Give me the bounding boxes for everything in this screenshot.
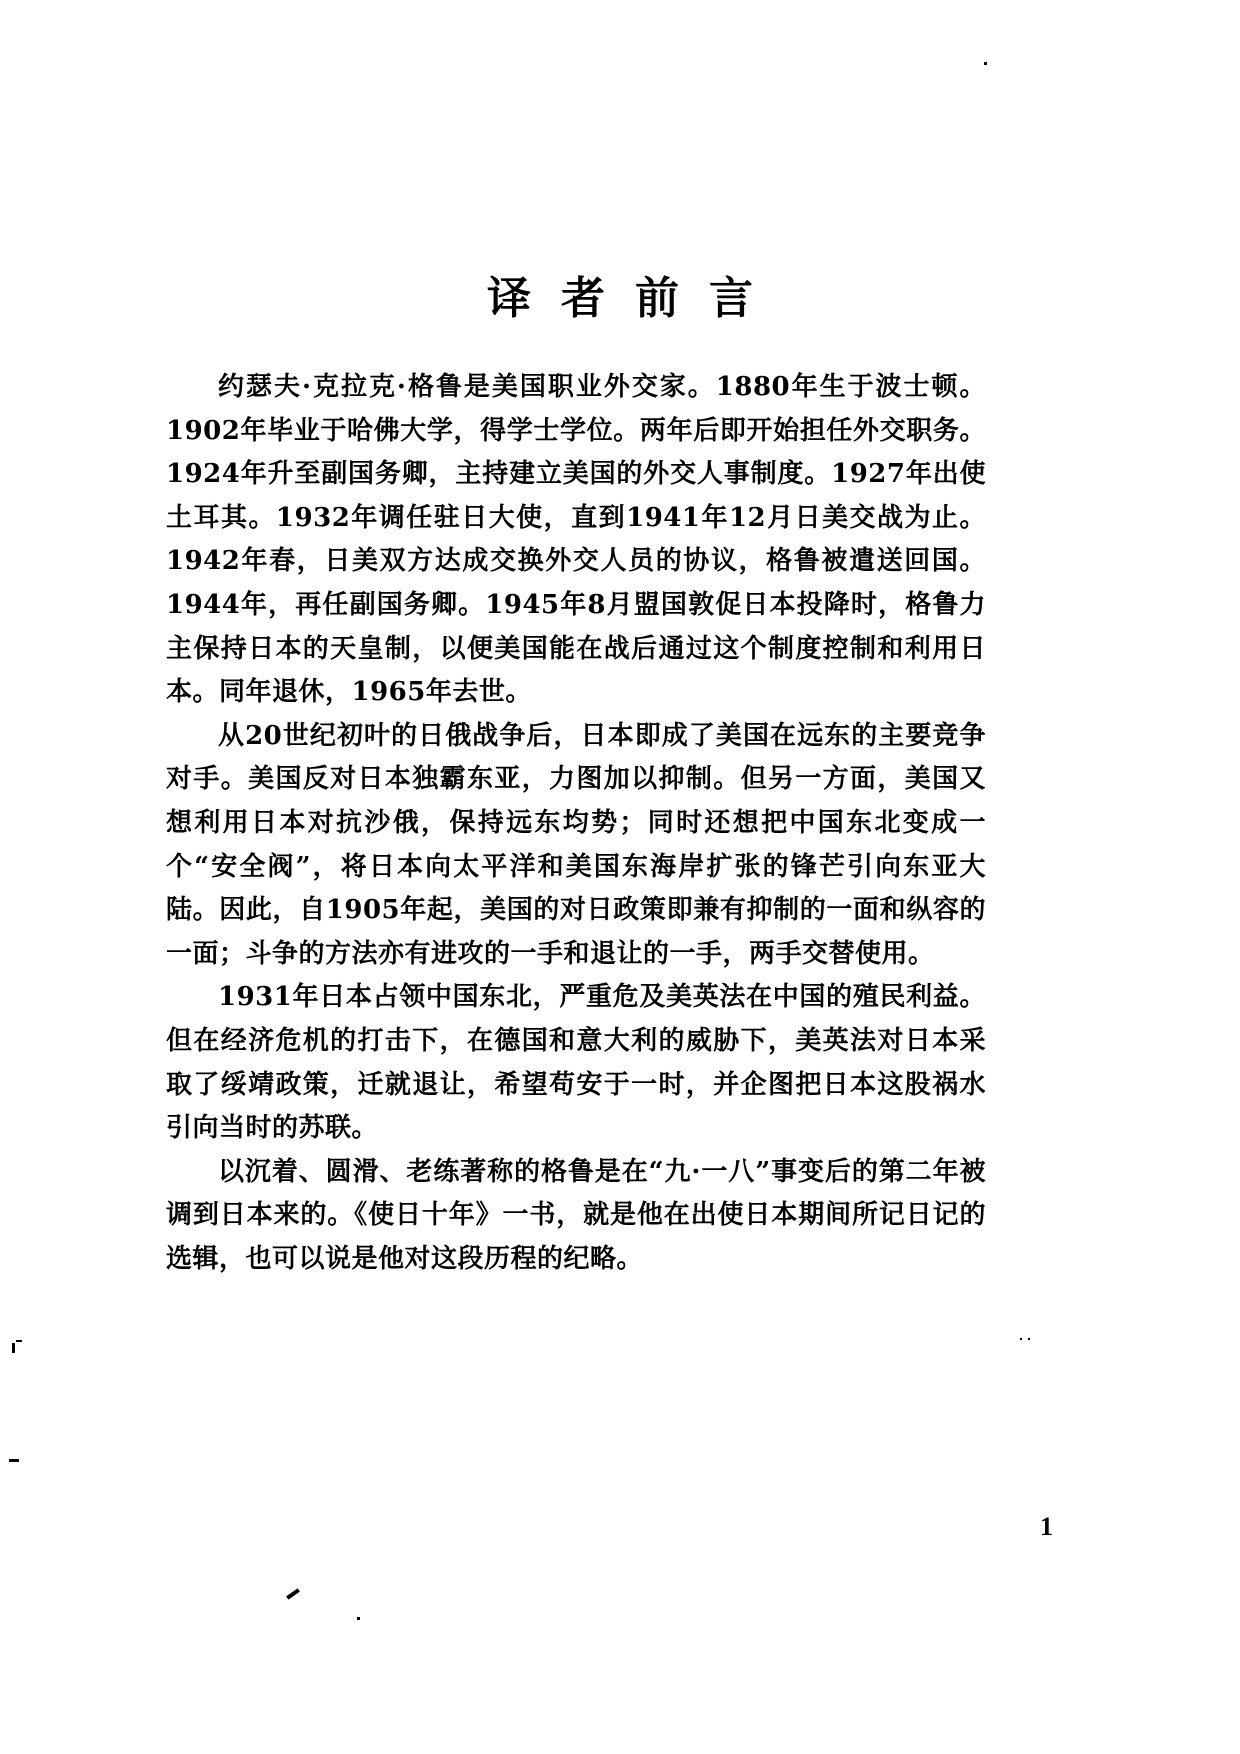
scan-speck xyxy=(16,1340,22,1342)
body-text xyxy=(166,366,986,1281)
paragraph-2: 从20世纪初叶的日俄战争后，日本即成了美国在远东的主要竞争对手。美国反对日本独霸东亚，力图加以抑制。但另一方面，美国又想利用日本对抗沙俄，保持远东均势；同时还想把中国东北变成一个“安全阀”，将日本向太平洋和美国东海岸扩张的锋芒引向东亚大陆。因此，自1905年起，美国的对日政策即兼有抑制的一面和纵容的一面；斗争的方法亦有进攻的一手和退让的一手，两手交替使用。 xyxy=(166,720,986,969)
paragraph-3: 1931年日本占领中国东北，严重危及美英法在中国的殖民利益。但在经济危机的打击下，在德国和意大利的威胁下，美英法对日本采取了绥靖政策，迁就退让，希望苟安于一时，并企图把日本这股祸水引向当时的苏联。 xyxy=(166,982,986,1144)
scan-speck xyxy=(286,1588,300,1599)
scan-speck xyxy=(357,1617,360,1620)
scan-speck xyxy=(1020,1338,1022,1340)
page-number: 1 xyxy=(1040,1512,1053,1541)
scan-speck xyxy=(1028,1338,1030,1340)
paragraph-1: 约瑟夫·克拉克·格鲁是美国职业外交家。1880年生于波士顿。1902年毕业于哈佛大学，得学士学位。两年后即开始担任外交职务。1924年升至副国务卿，主持建立美国的外交人事制度。1927年出使土耳其。1932年调任驻日大使，直到1941年12月日美交战为止。1942年春，日美双方达成交换外交人员的协议，格鲁被遣送回国。1944年，再任副国务卿。1945年8月盟国敦促日本投降时，格鲁力主保持日本的天皇制，以便美国能在战后通过这个制度控制和利用日本。同年退休，1965年去世。 xyxy=(166,372,986,708)
page-title: 译者前言 xyxy=(487,273,783,325)
paragraph-4: 以沉着、圆滑、老练著称的格鲁是在“九·一八”事变后的第二年被调到日本来的。《使日十年》一书，就是他在出使日本期间所记日记的选辑，也可以说是他对这段历程的纪略。 xyxy=(166,1156,986,1274)
scan-speck xyxy=(9,1459,19,1462)
scan-speck xyxy=(12,1343,15,1353)
scan-speck xyxy=(984,62,987,65)
